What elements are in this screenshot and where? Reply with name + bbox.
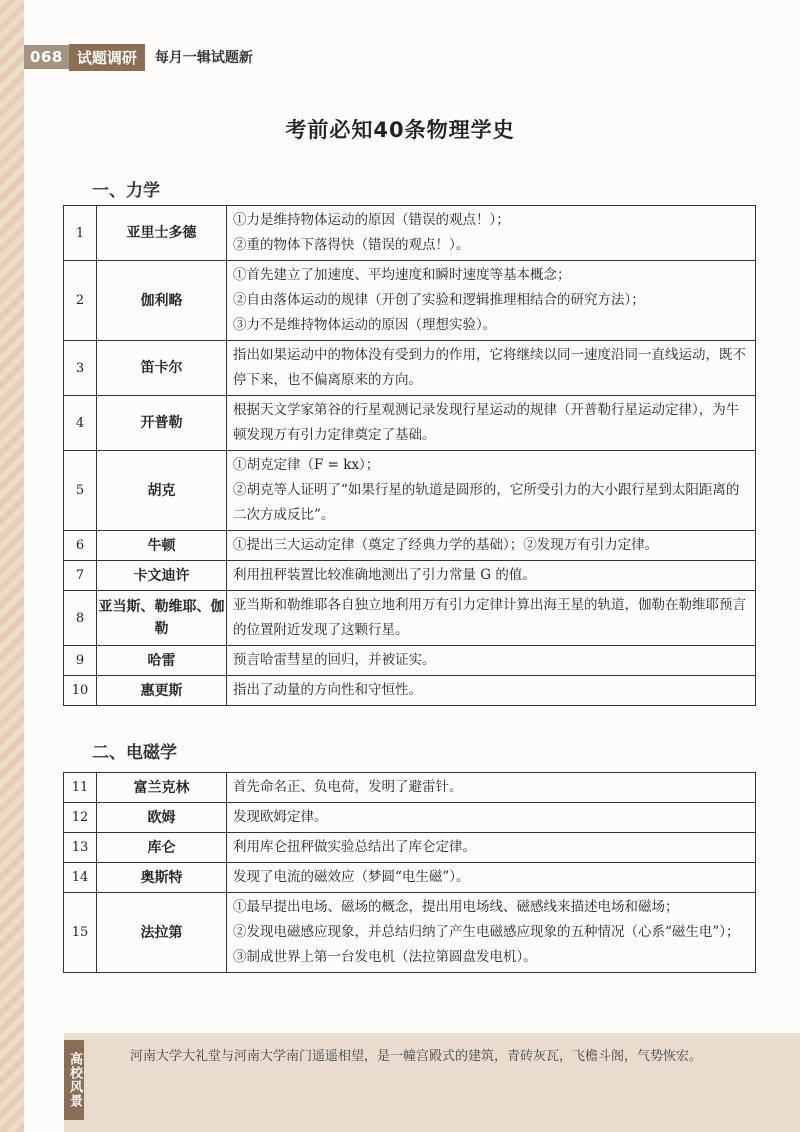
contribution-description [227, 451, 756, 531]
contribution-description [227, 561, 756, 591]
row-number: 4 [64, 396, 97, 451]
scientist-name: 奥斯特 [97, 863, 227, 893]
row-number: 9 [64, 646, 97, 676]
contribution-description [227, 396, 756, 451]
description-line: ①首先建立了加速度、平均速度和瞬时速度等基本概念； [233, 267, 571, 283]
contribution-description [227, 676, 756, 706]
scientist-name: 胡克 [97, 451, 227, 531]
section-heading-electromagnetism: 二、电磁学 [92, 743, 177, 763]
description-line: 指出如果运动中的物体没有受到力的作用，它将继续以同一速度沿同一直线运动，既不停下来，也不偏离原来的方向。 [233, 347, 746, 388]
description-line: 亚当斯和勒维耶各自独立地利用万有引力定律计算出海王星的轨道，伽勒在勒维耶预言的位置附近发现了这颗行星。 [233, 597, 746, 638]
table-row [64, 773, 756, 803]
row-number: 3 [64, 341, 97, 396]
contribution-description [227, 773, 756, 803]
row-number: 7 [64, 561, 97, 591]
row-number: 8 [64, 591, 97, 646]
description-line: ①最早提出电场、磁场的概念，提出用电场线、磁感线来描述电场和磁场； [233, 899, 679, 915]
contribution-description [227, 261, 756, 341]
electromagnetism-table [63, 772, 756, 973]
section-heading-mechanics: 一、力学 [92, 181, 160, 201]
decorative-side-band [0, 0, 24, 1132]
contribution-description [227, 206, 756, 261]
contribution-description [227, 803, 756, 833]
scientist-name: 亚里士多德 [97, 206, 227, 261]
table-row [64, 803, 756, 833]
row-number: 11 [64, 773, 97, 803]
contribution-description [227, 341, 756, 396]
row-number: 15 [64, 893, 97, 973]
description-line: ③制成世界上第一台发电机（法拉第圆盘发电机）。 [233, 949, 537, 965]
description-line: 指出了动量的方向性和守恒性。 [233, 682, 422, 698]
column-name: 试题调研 [69, 44, 145, 71]
description-line: 发现欧姆定律。 [233, 809, 328, 825]
description-line: ②重的物体下落得快（错误的观点！）。 [233, 237, 470, 253]
row-number: 13 [64, 833, 97, 863]
table-row [64, 396, 756, 451]
scientist-name: 法拉第 [97, 893, 227, 973]
description-line: ①力是维持物体运动的原因（错误的观点！）； [233, 212, 510, 228]
row-number: 1 [64, 206, 97, 261]
description-line: ③力不是维持物体运动的原因（理想实验）。 [233, 317, 497, 333]
description-line: ②自由落体运动的规律（开创了实验和逻辑推理相结合的研究方法）； [233, 292, 645, 308]
description-line: ②胡克等人证明了“如果行星的轨道是圆形的，它所受引力的大小跟行星到太阳距离的二次方成反比”。 [233, 482, 740, 523]
row-number: 12 [64, 803, 97, 833]
scientist-name: 卡文迪许 [97, 561, 227, 591]
scientist-name: 富兰克林 [97, 773, 227, 803]
description-line: 根据天文学家第谷的行星观测记录发现行星运动的规律（开普勒行星运动定律），为牛顿发现万有引力定律奠定了基础。 [233, 402, 740, 443]
scientist-name: 欧姆 [97, 803, 227, 833]
row-number: 14 [64, 863, 97, 893]
table-row [64, 561, 756, 591]
description-line: 发现了电流的磁效应（梦圆“电生磁”）。 [233, 869, 470, 885]
table-row [64, 531, 756, 561]
scientist-name: 库仑 [97, 833, 227, 863]
footer-caption: 河南大学大礼堂与河南大学南门遥遥相望，是一幢宫殿式的建筑，青砖灰瓦，飞檐斗阁，气势恢宏。 [130, 1049, 703, 1064]
scientist-name: 笛卡尔 [97, 341, 227, 396]
scientist-name: 惠更斯 [97, 676, 227, 706]
row-number: 10 [64, 676, 97, 706]
table-row [64, 341, 756, 396]
description-line: ①胡克定律（F = kx）； [233, 457, 380, 473]
description-line: ②发现电磁感应现象，并总结归纳了产生电磁感应现象的五种情况（心系“磁生电”）； [233, 924, 740, 940]
description-line: 预言哈雷彗星的回归，并被证实。 [233, 652, 436, 668]
scientist-name: 伽利略 [97, 261, 227, 341]
table-row [64, 206, 756, 261]
table-row [64, 893, 756, 973]
table-row [64, 646, 756, 676]
table-row [64, 863, 756, 893]
row-number: 2 [64, 261, 97, 341]
contribution-description [227, 646, 756, 676]
scientist-name: 哈雷 [97, 646, 227, 676]
contribution-description [227, 531, 756, 561]
contribution-description [227, 863, 756, 893]
table-row [64, 261, 756, 341]
scientist-name: 牛顿 [97, 531, 227, 561]
footer-tag: 高校风景 [64, 1040, 84, 1120]
table-row [64, 833, 756, 863]
table-row [64, 451, 756, 531]
scientist-name: 亚当斯、勒维耶、伽勒 [97, 591, 227, 646]
scientist-name: 开普勒 [97, 396, 227, 451]
page-header [24, 44, 253, 70]
page-title: 考前必知40条物理学史 [285, 118, 515, 142]
page-number: 068 [24, 45, 69, 69]
description-line: 利用库仑扭秤做实验总结出了库仑定律。 [233, 839, 476, 855]
table-row [64, 591, 756, 646]
contribution-description [227, 591, 756, 646]
description-line: 首先命名正、负电荷，发明了避雷针。 [233, 779, 463, 795]
row-number: 6 [64, 531, 97, 561]
table-row [64, 676, 756, 706]
contribution-description [227, 893, 756, 973]
column-subtitle: 每月一辑试题新 [154, 50, 253, 66]
row-number: 5 [64, 451, 97, 531]
mechanics-table [63, 205, 756, 706]
description-line: ①提出三大运动定律（奠定了经典力学的基础）；②发现万有引力定律。 [233, 537, 659, 553]
contribution-description [227, 833, 756, 863]
description-line: 利用扭秤装置比较准确地测出了引力常量 G 的值。 [233, 567, 536, 583]
